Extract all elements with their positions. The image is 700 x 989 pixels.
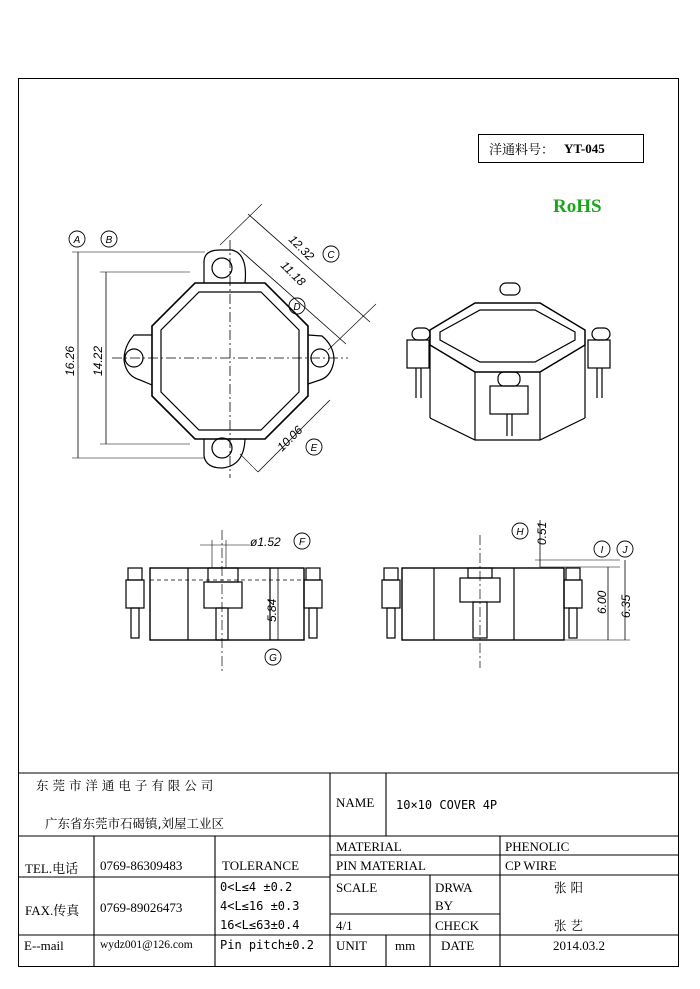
dim-16-26: 16.26 bbox=[63, 345, 77, 376]
fax-value: 0769-89026473 bbox=[100, 900, 183, 915]
dim-6-00: 6.00 bbox=[595, 590, 609, 614]
datum-f: F bbox=[298, 537, 306, 548]
iso-view bbox=[407, 283, 610, 440]
rohs-mark: RoHS bbox=[553, 196, 602, 217]
date-value: 2014.03.2 bbox=[553, 938, 605, 953]
pin-material-label: PIN MATERIAL bbox=[336, 858, 426, 873]
dim-0-51: 0.51 bbox=[535, 521, 549, 545]
datum-d: D bbox=[293, 302, 301, 313]
scale-label: SCALE bbox=[336, 880, 378, 895]
drawn-value: 张 阳 bbox=[554, 880, 583, 895]
pin-material-value: CP WIRE bbox=[505, 858, 557, 873]
front-view-left bbox=[126, 530, 322, 672]
dim-5-84: 5.84 bbox=[265, 598, 279, 622]
email-value: wydz001@126.com bbox=[100, 939, 193, 951]
drawn-label-2: BY bbox=[435, 898, 454, 913]
unit-label: UNIT bbox=[336, 938, 368, 953]
drawn-label-1: DRWA bbox=[435, 880, 473, 895]
top-view bbox=[72, 204, 376, 478]
tolerance-row-3: 16<L≤63±0.4 bbox=[220, 918, 300, 932]
datum-c: C bbox=[327, 250, 335, 261]
datum-letters bbox=[73, 235, 629, 664]
front-view-right bbox=[382, 520, 630, 668]
part-number-label: 洋通料号： bbox=[489, 142, 555, 157]
check-label: CHECK bbox=[435, 918, 480, 933]
dimension-texts bbox=[63, 232, 633, 622]
email-label: E--mail bbox=[24, 938, 64, 953]
dim-6-35: 6.35 bbox=[619, 594, 633, 618]
datum-j: J bbox=[622, 545, 628, 556]
datum-a: A bbox=[73, 235, 81, 246]
datum-e: E bbox=[310, 443, 318, 454]
dim-pin-dia: ø1.52 bbox=[250, 535, 281, 549]
tel-label: TEL.电话 bbox=[25, 861, 79, 876]
datum-b: B bbox=[105, 235, 113, 246]
dim-14-22: 14.22 bbox=[91, 345, 105, 376]
tolerance-label: TOLERANCE bbox=[222, 858, 300, 873]
name-label: NAME bbox=[336, 795, 375, 810]
name-value: 10×10 COVER 4P bbox=[396, 798, 498, 812]
tolerance-row-4: Pin pitch±0.2 bbox=[220, 938, 314, 952]
dim-10-06: 10.06 bbox=[274, 422, 306, 455]
part-number-value: YT-045 bbox=[564, 140, 605, 156]
company-name: 东 莞 市 洋 通 电 子 有 限 公 司 bbox=[36, 778, 214, 793]
material-label: MATERIAL bbox=[336, 839, 402, 854]
dim-11-18: 11.18 bbox=[277, 258, 309, 289]
dim-12-32: 12.32 bbox=[285, 232, 318, 264]
unit-value: mm bbox=[395, 938, 416, 953]
material-value: PHENOLIC bbox=[505, 839, 570, 854]
company-address: 广东省东莞市石碣镇,刘屋工业区 bbox=[45, 816, 224, 831]
datum-i: I bbox=[600, 545, 604, 556]
datum-g: G bbox=[269, 653, 277, 664]
scale-value: 4/1 bbox=[336, 918, 353, 933]
check-value: 张 艺 bbox=[554, 918, 583, 933]
datum-circles bbox=[69, 231, 633, 665]
date-label: DATE bbox=[441, 938, 475, 953]
tolerance-row-1: 0<L≤4 ±0.2 bbox=[220, 880, 293, 894]
tel-value: 0769-86309483 bbox=[100, 858, 183, 873]
tolerance-row-2: 4<L≤16 ±0.3 bbox=[220, 899, 300, 913]
datum-h: H bbox=[516, 527, 524, 538]
fax-label: FAX.传真 bbox=[25, 903, 80, 918]
